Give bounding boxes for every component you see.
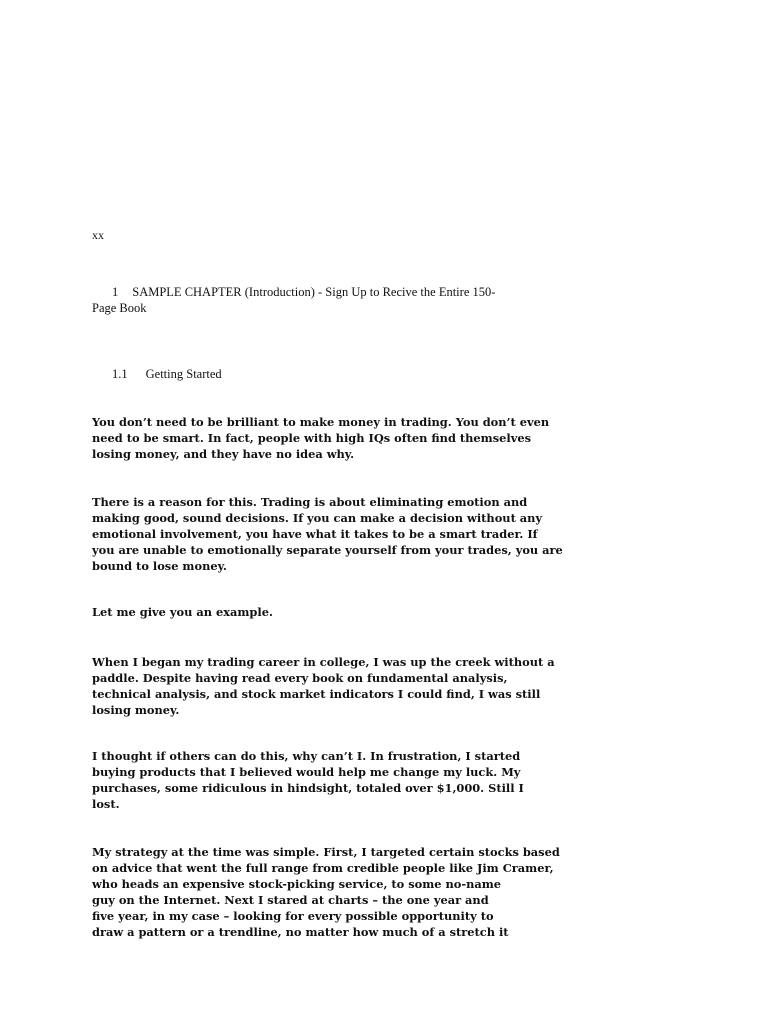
page-number: xx: [92, 228, 104, 242]
paragraph-line: lost.: [92, 797, 120, 811]
paragraph-line: you are unable to emotionally separate yourself from your trades, you are: [92, 543, 563, 557]
chapter-heading: [92, 284, 562, 316]
section-number: 1.1: [112, 367, 128, 381]
paragraph-line: guy on the Internet. Next I stared at charts – the one year and: [92, 893, 489, 907]
section-heading: [112, 367, 222, 382]
chapter-number: 1: [112, 285, 119, 299]
paragraph-line: on advice that went the full range from credible people like Jim Cramer,: [92, 861, 554, 875]
paragraph-line: You don’t need to be brilliant to make money in trading. You don’t even: [92, 415, 550, 429]
paragraph: [92, 604, 582, 620]
paragraph-line: who heads an expensive stock-picking service, to some no-name: [92, 877, 502, 891]
paragraph-line: There is a reason for this. Trading is about eliminating emotion and: [92, 495, 528, 509]
chapter-title-line-1: SAMPLE CHAPTER (Introduction) - Sign Up to Recive the Entire 150-: [132, 285, 496, 299]
paragraph-line: bound to lose money.: [92, 559, 227, 573]
paragraph-line: emotional involvement, you have what it takes to be a smart trader. If: [92, 527, 538, 541]
paragraph: [92, 844, 582, 940]
paragraph-line: purchases, some ridiculous in hindsight, totaled over $1,000. Still I: [92, 781, 524, 795]
paragraph-line: paddle. Despite having read every book on fundamental analysis,: [92, 671, 508, 685]
paragraph-line: need to be smart. In fact, people with high IQs often find themselves: [92, 431, 531, 445]
paragraph-line: Let me give you an example.: [92, 605, 273, 619]
paragraph-line: My strategy at the time was simple. First, I targeted certain stocks based: [92, 845, 560, 859]
chapter-title-line-2: Page Book: [92, 301, 147, 315]
paragraph: [92, 748, 582, 812]
paragraph-line: draw a pattern or a trendline, no matter how much of a stretch it: [92, 925, 509, 939]
paragraph-line: I thought if others can do this, why can’t I. In frustration, I started: [92, 749, 521, 763]
paragraph-line: losing money, and they have no idea why.: [92, 447, 355, 461]
paragraph: [92, 494, 582, 574]
paragraph-line: making good, sound decisions. If you can make a decision without any: [92, 511, 543, 525]
paragraph: [92, 654, 582, 718]
paragraph-line: losing money.: [92, 703, 180, 717]
paragraph: [92, 414, 582, 462]
paragraph-line: technical analysis, and stock market indicators I could find, I was still: [92, 687, 541, 701]
paragraph-line: five year, in my case – looking for every possible opportunity to: [92, 909, 494, 923]
paragraph-line: When I began my trading career in college, I was up the creek without a: [92, 655, 555, 669]
section-title: Getting Started: [145, 367, 222, 381]
paragraph-line: buying products that I believed would help me change my luck. My: [92, 765, 521, 779]
